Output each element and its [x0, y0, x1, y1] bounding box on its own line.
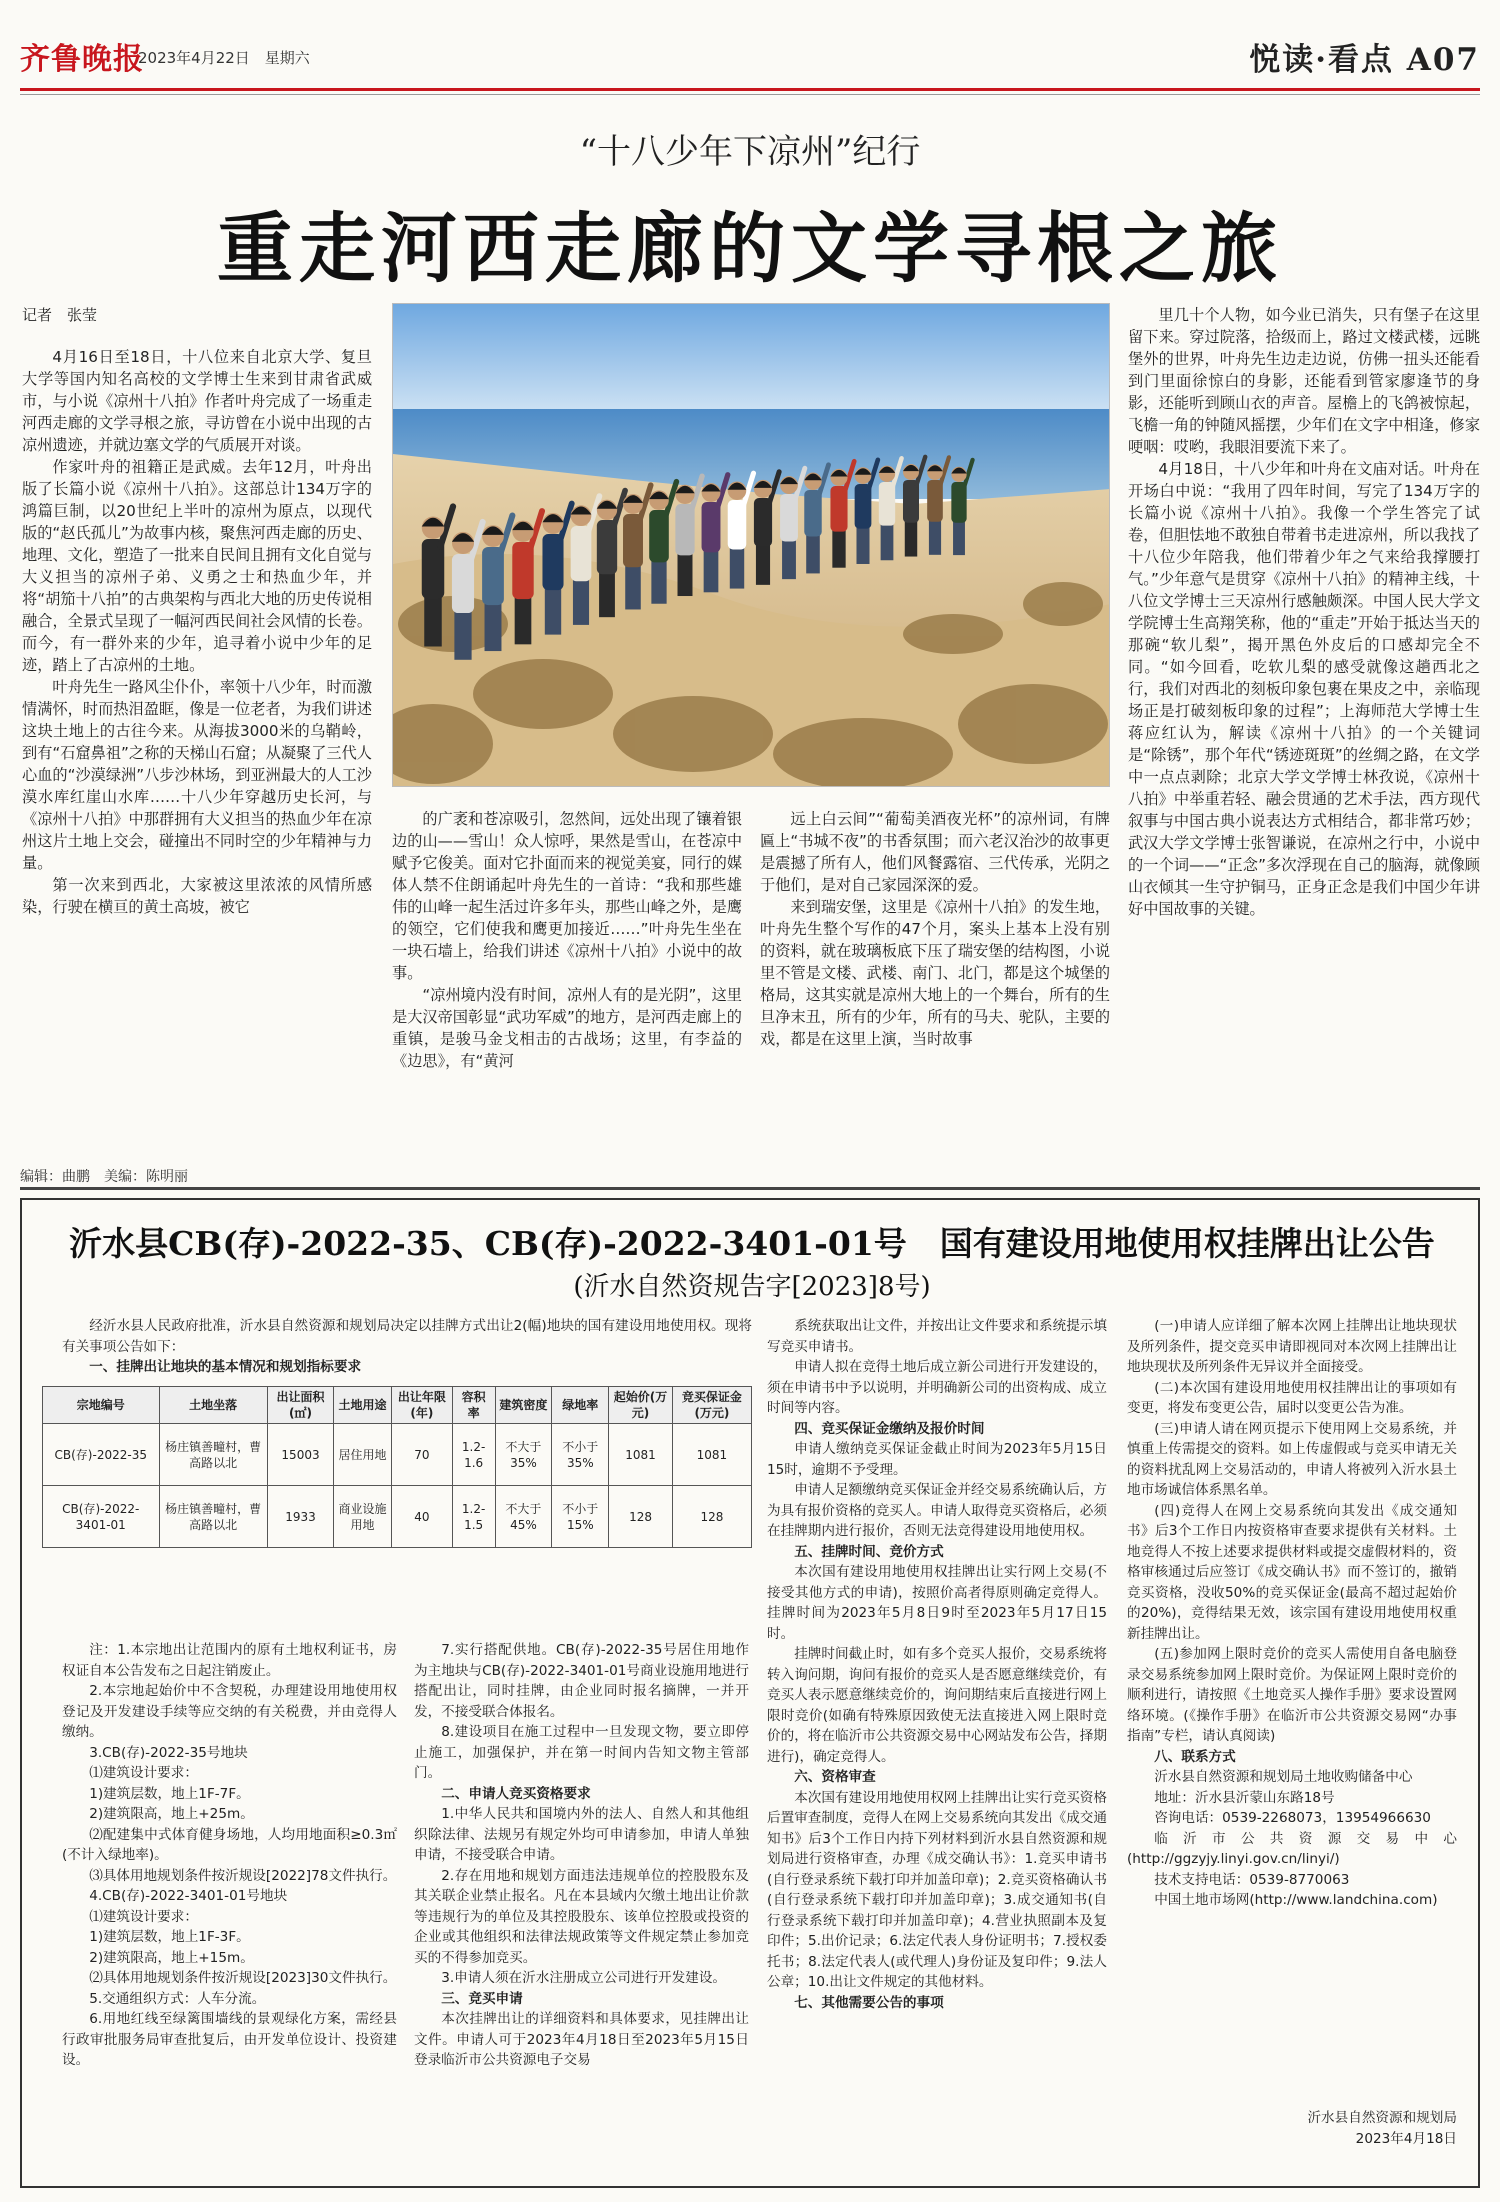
paragraph: 临沂市公共资源交易中心(http://ggzyjy.linyi.gov.cn/linyi/): [1127, 1830, 1457, 1867]
section-heading: 五、挂牌时间、竞价方式: [794, 1543, 944, 1560]
paragraph: 1)建筑层数，地上1F-7F。: [89, 1785, 250, 1802]
masthead: [20, 34, 1480, 90]
paragraph: 本次国有建设用地使用权网上挂牌出让实行竞买资格后置审查制度，竞得人在网上交易系统向其发出《成交通知书》后3个工作日内持下列材料到沂水县自然资源和规划局进行资格审查，办理《成交确认书》：1.竞买申请书(自行登录系统下载打印并加盖印章)；2.竞买资格确认书(自行登录系统下载打印并加盖印章)；3.成交通知书(自行登录系统下载打印并加盖印章)；4.营业执照副本及复印件；5.出价记录；6.法定代表人身份证明书；7.授权委托书；8.法定代表人(或代理人)身份证及复印件；9.法人公章；10.出让文件规定的其他材料。: [767, 1789, 1107, 1990]
paragraph: (二)本次国有建设用地使用权挂牌出让的事项如有变更，将发布变更公告，届时以变更公告为准。: [1127, 1379, 1457, 1416]
article-column-3: [760, 808, 1110, 1148]
paragraph: 本次国有建设用地使用权挂牌出让实行网上交易(不接受其他方式的申请)，按照价高者得原则确定竞得人。挂牌时间为2023年5月8日9时至2023年5月17日15时。: [767, 1564, 1107, 1642]
table-header-cell: 宗地编号: [43, 1387, 160, 1424]
table-cell: 1081: [609, 1424, 673, 1486]
notice-signature: [1127, 2108, 1457, 2149]
masthead-thin-rule: [20, 94, 1480, 95]
table-row: [43, 1424, 752, 1486]
paragraph: 8.建设项目在施工过程中一旦发现文物，要立即停止施工，加强保护，并在第一时间内告知文物主管部门。: [414, 1724, 749, 1781]
article-headline: 重走河西走廊的文学寻根之旅: [217, 204, 1283, 293]
paragraph: 系统获取出让文件，并按出让文件要求和系统提示填写竞买申请书。: [767, 1318, 1107, 1355]
table-header-cell: 出让年限(年): [391, 1387, 452, 1424]
paragraph: 申请人拟在竞得土地后成立新公司进行开发建设的，须在申请书中予以说明，并明确新公司的出资构成、成立时间等内容。: [767, 1359, 1107, 1416]
paragraph: 第一次来到西北，大家被这里浓浓的风情所感染，行驶在横亘的黄土高坡，被它: [22, 876, 372, 916]
newspaper-logo: 齐鲁晚报: [20, 42, 144, 77]
table-cell: 1933: [267, 1486, 333, 1548]
paragraph: 远上白云间”“葡萄美酒夜光杯”的凉州词，有牌匾上“书城不夜”的书香氛围；而六老汉治沙的故事更是震撼了所有人，他们风餐露宿、三代传承，光阴之于他们，是对自己家园深深的爱。: [760, 810, 1110, 894]
paragraph: 叶舟先生一路风尘仆仆，率领十八少年，时而激情满怀，时而热泪盈眶，像是一位老者，为我们讲述这块土地上的古往今来。从海拔3000米的乌鞘岭，到有“石窟鼻祖”之称的天梯山石窟；从凝聚了三代人心血的“沙漠绿洲”八步沙林场，到亚洲最大的人工沙漠水库红崖山水库……十八少年穿越历史长河，与《凉州十八拍》中那群拥有大义担当的热血少年在凉州这片土地上交会，碰撞出不同时空的少年精神与力量。: [22, 678, 372, 872]
table-header-cell: 出让面积(㎡): [267, 1387, 333, 1424]
paragraph: 地址：沂水县沂蒙山东路18号: [1154, 1789, 1335, 1806]
table-cell: 商业设施用地: [334, 1486, 392, 1548]
notice-section-1: 一、挂牌出让地块的基本情况和规划指标要求: [89, 1359, 362, 1375]
paragraph: (一)申请人应详细了解本次网上挂牌出让地块现状及所列条件，提交竞买申请即视同对本次网上挂牌出让地块现状及所列条件无异议并全面接受。: [1127, 1318, 1457, 1375]
paragraph: 本次挂牌出让的详细资料和具体要求，见挂牌出让文件。申请人可于2023年4月18日至2023年5月15日登录临沂市公共资源电子交易: [414, 2011, 749, 2068]
table-cell: 不小于35%: [552, 1424, 609, 1486]
paragraph: (三)申请人请在网页提示下使用网上交易系统，并慎重上传需提交的资料。如上传虚假或与竞买申请无关的资料扰乱网上交易活动的，申请人将被列入沂水县土地市场诚信体系黑名单。: [1127, 1420, 1457, 1498]
notice-column-3: [767, 1316, 1107, 2013]
notice-title: 沂水县CB(存)-2022-35、CB(存)-2022-3401-01号 国有建设用地使用权挂牌出让公告: [69, 1224, 1435, 1263]
paragraph: 来到瑞安堡，这里是《凉州十八拍》的发生地，叶舟先生整个写作的47个月，案头上基本上没有别的资料，就在玻璃板底下压了瑞安堡的结构图，小说里不管是文楼、武楼、南门、北门，都是这个城堡的格局，这其实就是凉州大地上的一个舞台，所有的生旦净末丑，所有的少年，所有的马夫、驼队，主要的戏，都是在这里上演，当时故事: [760, 898, 1110, 1048]
table-cell: 不大于35%: [495, 1424, 552, 1486]
section-heading: 三、竞买申请: [441, 1990, 523, 2007]
section-label: 悦读·看点 A07: [1249, 42, 1480, 78]
table-cell: 1.2-1.6: [452, 1424, 495, 1486]
table-header-cell: 绿地率: [552, 1387, 609, 1424]
paragraph: 2)建筑限高，地上+25m。: [89, 1806, 254, 1822]
paragraph: 申请人缴纳竞买保证金截止时间为2023年5月15日15时，逾期不予受理。: [767, 1441, 1107, 1478]
section-heading: 四、竞买保证金缴纳及报价时间: [794, 1420, 985, 1437]
paragraph: 注：1.本宗地出让范围内的原有土地权利证书，房权证自本公告发布之日起注销废止。: [62, 1642, 397, 1679]
section-heading: 七、其他需要公告的事项: [794, 1994, 944, 2011]
table-cell: 128: [672, 1486, 751, 1548]
paragraph: 的广袤和苍凉吸引，忽然间，远处出现了镶着银边的山——雪山！众人惊呼，果然是雪山，在苍凉中赋予它俊美。面对它扑面而来的视觉美宴，同行的媒体人禁不住朗诵起叶舟先生的一首诗：“我和那些雄伟的山峰一起生活过许多年头，那些山峰之外，是鹰的领空，它们使我和鹰更加接近……”叶舟先生坐在一块石墙上，给我们讲述《凉州十八拍》小说中的故事。: [392, 810, 742, 982]
paragraph: 咨询电话：0539-2268073，13954966630: [1154, 1810, 1431, 1826]
table-cell: CB(存)-2022-35: [43, 1424, 160, 1486]
paragraph: ⑵具体用地规划条件按沂规设[2023]30文件执行。: [89, 1970, 397, 1986]
paragraph: 里几十个人物，如今业已消失，只有堡子在这里留下来。穿过院落，拾级而上，路过文楼武楼，远眺堡外的世界，叶舟先生边走边说，仿佛一扭头还能看到门里面徐惊白的身影，还能看到管家廖逢节的身影，还能听到顾山衣的声音。屋檐上的飞鸽被惊起，飞檐一角的钟随风摇摆，少年们在文字中相逢，修家哽咽：哎哟，我眼泪要流下来了。: [1128, 306, 1480, 456]
article-photo: [392, 303, 1110, 787]
notice-column-1: [62, 1640, 397, 2071]
paragraph: 3.CB(存)-2022-35号地块: [89, 1744, 248, 1761]
article-column-1: [22, 346, 372, 1146]
table-cell: CB(存)-2022-3401-01: [43, 1486, 160, 1548]
notice-intro: [62, 1316, 752, 1378]
table-cell: 居住用地: [334, 1424, 392, 1486]
table-header-cell: 土地用途: [334, 1387, 392, 1424]
table-cell: 40: [391, 1486, 452, 1548]
paragraph: 沂水县自然资源和规划局土地收购储备中心: [1154, 1769, 1413, 1785]
signature-date: 2023年4月18日: [1355, 2130, 1457, 2147]
table-cell: 70: [391, 1424, 452, 1486]
table-header-cell: 起始价(万元): [609, 1387, 673, 1424]
paragraph: ⑴建筑设计要求：: [89, 1908, 198, 1925]
table-header-cell: 建筑密度: [495, 1387, 552, 1424]
notice-intro-text: 经沂水县人民政府批准，沂水县自然资源和规划局决定以挂牌方式出让2(幅)地块的国有建设用地使用权。现将有关事项公告如下：: [62, 1318, 752, 1355]
paragraph: 1)建筑层数，地上1F-3F。: [89, 1929, 250, 1945]
group-photo-desert-lake: [393, 304, 1110, 787]
table-cell: 1081: [672, 1424, 751, 1486]
table-header-row: [43, 1387, 752, 1424]
paragraph: 2.本宗地起始价中不含契税，办理建设用地使用权登记及开发建设手续等应交纳的有关税费，并由竞得人缴纳。: [62, 1683, 397, 1740]
paragraph: 申请人足额缴纳竞买保证金并经交易系统确认后，方为具有报价资格的竞买人。申请人取得竞买资格后，必须在挂牌期内进行报价，否则无法竞得建设用地使用权。: [767, 1482, 1107, 1539]
table-header-cell: 竞买保证金(万元): [672, 1387, 751, 1424]
paragraph: 4月18日，十八少年和叶舟在文庙对话。叶舟在开场白中说：“我用了四年时间，写完了134万字的长篇小说《凉州十八拍》。我像一个学生答完了试卷，但胆怯地不敢独自带着书走进凉州，所以我找了十八位少年陪我，他们带着少年之气来给我撑腰打气。”少年意气是贯穿《凉州十八拍》的精神主线，十八位文学博士三天凉州行感触颇深。中国人民大学文学院博士生高翔笑称，他的“重走”开始于抵达当天的那碗“软儿梨”，揭开黑色外皮后的口感却完全不同。“如今回看，吃软儿梨的感受就像这趟西北之行，我们对西北的刻板印象包裹在果皮之中，亲临现场正是打破刻板印象的过程”；上海师范大学博士生蒋应红认为，解读《凉州十八拍》的一个关键词是“除锈”，那个年代“锈迹斑斑”的丝绸之路，在文学中一点点剥除；北京大学文学博士林孜说，《凉州十八拍》中举重若轻、融会贯通的艺术手法，西方现代叙事与中国古典小说表达方式相结合，都非常巧妙；武汉大学文学博士张智谦说，在凉州之行中，小说中的一个词——“正念”多次浮现在自己的脑海，就像顾山衣倾其一生守护铜马，正身正念是我们中国少年讲好中国故事的关键。: [1128, 460, 1480, 918]
paragraph: ⑴建筑设计要求：: [89, 1765, 198, 1781]
paragraph: (五)参加网上限时竞价的竞买人需使用自备电脑登录交易系统参加网上限时竞价。为保证网上限时竞价的顺利进行，请按照《土地竞买人操作手册》要求设置网络环境。(《操作手册》在临沂市公共资源交易网“办事指南”专栏，请认真阅读): [1127, 1646, 1457, 1744]
editor-credit: 编辑：曲鹏 美编：陈明丽: [20, 1169, 188, 1185]
paragraph: ⑶具体用地规划条件按沂规设[2022]78文件执行。: [89, 1867, 397, 1884]
paragraph: 4.CB(存)-2022-3401-01号地块: [89, 1888, 288, 1904]
section-heading: 六、资格审查: [794, 1769, 876, 1785]
section-heading: 二、申请人竞买资格要求: [441, 1785, 591, 1802]
table-header-cell: 土地坐落: [159, 1387, 267, 1424]
article-kicker: “十八少年下凉州”纪行: [579, 132, 921, 172]
article-column-2: [392, 808, 742, 1148]
paragraph: ⑵配建集中式体育健身场地，人均用地面积≥0.3㎡(不计入绿地率)。: [62, 1826, 397, 1863]
table-cell: 15003: [267, 1424, 333, 1486]
notice-subtitle: (沂水自然资规告字[2023]8号): [573, 1272, 931, 1302]
article-column-4: [1128, 304, 1480, 1154]
paragraph: 2)建筑限高，地上+15m。: [89, 1949, 254, 1966]
table-cell: 不小于15%: [552, 1486, 609, 1548]
land-parcel-table: [42, 1386, 752, 1548]
paragraph: 4月16日至18日，十八位来自北京大学、复旦大学等国内知名高校的文学博士生来到甘肃省武威市，与小说《凉州十八拍》作者叶舟完成了一场重走河西走廊的文学寻根之旅，寻访曾在小说中出现的古凉州遗迹，并就边塞文学的气质展开对谈。: [22, 348, 372, 454]
paragraph: 中国土地市场网(http://www.landchina.com): [1154, 1892, 1438, 1908]
paragraph: 1.中华人民共和国境内外的法人、自然人和其他组织除法律、法规另有规定外均可申请参加，申请人单独申请，不接受联合申请。: [414, 1806, 749, 1863]
paragraph: 作家叶舟的祖籍正是武威。去年12月，叶舟出版了长篇小说《凉州十八拍》。这部总计134万字的鸿篇巨制，以20世纪上半叶的凉州为原点，以现代版的“赵氏孤儿”为故事内核，聚焦河西走廊的历史、地理、文化，塑造了一批来自民间且拥有文化自觉与大义担当的凉州子弟、义勇之士和热血少年，并将“胡笳十八拍”的古典架构与西北大地的历史传说相融合，全景式呈现了一幅河西民间社会风情的长卷。而今，有一群外来的少年，追寻着小说中少年的足迹，踏上了古凉州的土地。: [22, 458, 372, 674]
table-cell: 1.2-1.5: [452, 1486, 495, 1548]
table-row: [43, 1486, 752, 1548]
notice-column-2: [414, 1640, 749, 2071]
section-heading: 八、联系方式: [1154, 1748, 1236, 1765]
table-cell: 杨庄镇善疃村，曹高路以北: [159, 1424, 267, 1486]
signature-org: 沂水县自然资源和规划局: [1307, 2110, 1457, 2126]
table-header-cell: 容积率: [452, 1387, 495, 1424]
paragraph: (四)竞得人在网上交易系统向其发出《成交通知书》后3个工作日内按资格审查要求提供有关材料。土地竞得人不按上述要求提供材料或提交虚假材料的，资格审核通过后应签订《成交确认书》而不签订的，撤销竞买资格，没收50%的竞买保证金(最高不超过起始价的20%)，竞得结果无效，该宗国有建设用地使用权重新挂牌出让。: [1127, 1502, 1457, 1642]
issue-date: 2023年4月22日 星期六: [138, 49, 310, 67]
masthead-rule: [20, 88, 1480, 91]
paragraph: 挂牌时间截止时，如有多个竞买人报价，交易系统将转入询问期，询问有报价的竞买人是否愿意继续竞价，有竞买人表示愿意继续竞价的，询问期结束后直接进行网上限时竞价(如确有特殊原因致使无法直接进入网上限时竞价的，将在临沂市公共资源交易中心网站发布公告，择期进行)，确定竞得人。: [767, 1646, 1107, 1765]
paragraph: 5.交通组织方式：人车分流。: [89, 1990, 266, 2007]
paragraph: 3.申请人须在沂水注册成立公司进行开发建设。: [441, 1970, 727, 1986]
paragraph: 7.实行搭配供地。CB(存)-2022-35号居住用地作为主地块与CB(存)-2022-3401-01号商业设施用地进行搭配出让，同时挂牌，由企业同时报名摘牌，一并开发，不接受联合体报名。: [414, 1642, 749, 1720]
table-cell: 128: [609, 1486, 673, 1548]
notice-column-4: [1127, 1316, 1457, 1911]
paragraph: “凉州境内没有时间，凉州人有的是光阴”，这里是大汉帝国彰显“武功军威”的地方，是河西走廊上的重镇，是骏马金戈相击的古战场；这里，有李益的《边思》，有“黄河: [392, 986, 742, 1070]
section-separator: [20, 1187, 1480, 1190]
paragraph: 2.存在用地和规划方面违法违规单位的控股股东及其关联企业禁止报名。凡在本县域内欠缴土地出让价款等违规行为的单位及其控股股东、该单位控股或投资的企业或其他组织和法律法规政策等文件规定禁止参加竞买的不得参加竞买。: [414, 1867, 749, 1966]
table-cell: 不大于45%: [495, 1486, 552, 1548]
article-byline: 记者 张莹: [22, 306, 98, 324]
paragraph: 6.用地红线至绿篱围墙线的景观绿化方案，需经县行政审批服务局审查批复后，由开发单位设计、投资建设。: [62, 2011, 397, 2068]
paragraph: 技术支持电话：0539-8770063: [1154, 1871, 1350, 1888]
table-cell: 杨庄镇善疃村，曹高路以北: [159, 1486, 267, 1548]
land-table-wrap: [42, 1386, 752, 1548]
land-auction-notice: [20, 1198, 1480, 2188]
